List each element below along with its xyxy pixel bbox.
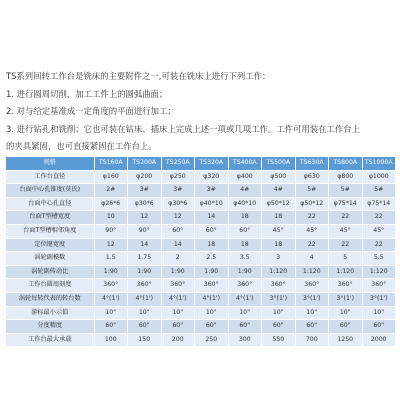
table-cell: 3 [262,252,296,266]
table-cell: 360° [161,279,195,293]
row-label-cell: 涡轮每转代表的转台数 [6,292,94,306]
table-cell: φ400 [228,170,262,184]
table-cell: 1.5 [94,252,128,266]
table-cell: 22 [295,211,329,225]
table-cell: 100 [94,333,128,347]
table-cell: φ1000 [362,170,396,184]
table-cell: 12 [94,238,128,252]
table-cell: 14 [161,238,195,252]
intro-text [6,68,396,156]
table-cell: 200 [161,333,195,347]
table-row [6,333,396,347]
table-cell: 45° [262,224,296,238]
table-cell: φ160 [94,170,128,184]
table-cell: 18 [195,238,229,252]
table-cell: 10" [295,306,329,320]
header-cell: TS320A [195,157,229,170]
header-cell: TS630A [295,157,329,170]
table-cell: φ40*10 [228,197,262,211]
intro-line-2: 1. 进行圆周切削，加工工件上的圆弧曲面； [6,88,168,99]
table-cell: 3# [128,184,162,198]
spec-table-body [6,170,396,347]
intro-line-4: 3. 进行钻孔和铣削；它也可装在钻床、插床上完成上述一项或几项工作。工件可用装在工作台上 [6,123,361,134]
row-label-cell: 分度精度 [6,320,94,334]
header-cell: TS800A [329,157,363,170]
header-cell: TS1000A [362,157,396,170]
table-cell: 360° [362,279,396,293]
table-cell: 4 [295,252,329,266]
table-row [6,211,396,225]
table-cell: 5.5 [362,252,396,266]
table-cell: 18 [262,238,296,252]
table-cell: 3# [161,184,195,198]
table-cell: 300 [228,333,262,347]
table-cell: 700 [295,333,329,347]
row-label-cell: 工作台直径 [6,170,94,184]
table-cell: φ30*6 [161,197,195,211]
table-row [6,252,396,266]
table-cell: 1:120 [329,265,363,279]
table-cell: 12 [161,211,195,225]
table-row [6,265,396,279]
table-row [6,197,396,211]
table-cell: φ30*6 [128,197,162,211]
table-cell: 5# [362,184,396,198]
table-cell: 4°(1') [228,292,262,306]
row-label-cell: 台面T型槽相邻角度 [6,224,94,238]
table-cell: 2.5 [195,252,229,266]
row-label-cell: 台面中心孔直径 [6,197,94,211]
table-cell: 1:120 [362,265,396,279]
row-label-cell: 定位键宽度 [6,238,94,252]
table-cell: φ40*10 [195,197,229,211]
table-cell: 360° [262,279,296,293]
table-cell: 60" [94,320,128,334]
table-cell: φ250 [161,170,195,184]
table-cell: 60° [195,224,229,238]
intro-line-3: 2. 对与给定基准成一定角度的平面进行加工； [6,106,176,116]
table-cell: 1:90 [195,265,229,279]
table-cell: 22 [362,211,396,225]
table-cell: 10 [94,211,128,225]
table-cell: 3.5 [228,252,262,266]
table-cell: 1250 [329,333,363,347]
table-cell: 22 [362,238,396,252]
row-label-cell: 游标最小示值 [6,306,94,320]
row-label-cell: 台面T型槽宽度 [6,211,94,225]
table-cell: 60" [262,320,296,334]
table-cell: 14 [195,211,229,225]
table-cell: 2 [161,252,195,266]
table-cell: 10" [128,306,162,320]
table-cell: φ50*12 [295,197,329,211]
table-row [6,238,396,252]
table-cell: 45° [295,224,329,238]
table-cell: 10" [262,306,296,320]
table-cell: 4°(1') [128,292,162,306]
table-cell: 360° [128,279,162,293]
table-cell: 4°(1') [195,292,229,306]
table-cell: φ75*14 [362,197,396,211]
table-cell: φ630 [295,170,329,184]
table-row [6,279,396,293]
table-cell: 550 [262,333,296,347]
table-cell: 90° [94,224,128,238]
table-cell: 5# [295,184,329,198]
table-cell: 10" [228,306,262,320]
table-cell: 3°(1') [329,292,363,306]
table-cell: 22 [329,238,363,252]
row-label-cell: 工作台圆周刻度 [6,279,94,293]
table-cell: 1:90 [128,265,162,279]
table-cell: 10" [362,306,396,320]
table-row [6,224,396,238]
table-cell: 3°(1') [295,292,329,306]
table-cell: 60" [195,320,229,334]
header-cell: TS250A [161,157,195,170]
table-cell: 1:90 [94,265,128,279]
table-row [6,170,396,184]
spec-table [6,157,396,347]
table-cell: 360° [195,279,229,293]
table-cell: 22 [329,211,363,225]
table-cell: 14 [128,238,162,252]
table-cell: 3# [195,184,229,198]
table-cell: φ50*12 [262,197,296,211]
table-cell: φ26*6 [94,197,128,211]
table-cell: 18 [262,211,296,225]
table-row [6,320,396,334]
row-label-cell: 涡轮副模数 [6,252,94,266]
table-cell: 4# [262,184,296,198]
table-cell: 90° [128,224,162,238]
table-cell: 60" [161,320,195,334]
table-cell: 60" [329,320,363,334]
table-cell: 4°(1') [161,292,195,306]
table-cell: 3°(1') [262,292,296,306]
row-label-cell: 台面中心孔锥度(莫氏) [6,184,94,198]
table-row [6,306,396,320]
table-cell: 2# [94,184,128,198]
table-cell: 18 [228,238,262,252]
table-row [6,292,396,306]
table-cell: 360° [295,279,329,293]
table-cell: 150 [128,333,162,347]
table-cell: 1:90 [161,265,195,279]
table-cell: 10" [94,306,128,320]
header-cell: TS500A [262,157,296,170]
spec-table-header-row [6,157,396,170]
table-cell: 360° [228,279,262,293]
table-cell: 10" [195,306,229,320]
table-cell: 60" [362,320,396,334]
table-cell: 360° [94,279,128,293]
table-cell: 45° [362,224,396,238]
intro-line-5: 的夹具紧固，也可直接紧固在工作台上。 [6,141,157,151]
table-cell: 22 [295,238,329,252]
table-cell: 4# [228,184,262,198]
table-cell: 1:90 [228,265,262,279]
table-cell: 360° [329,279,363,293]
table-cell: 1:120 [295,265,329,279]
table-cell: φ500 [262,170,296,184]
table-cell: φ200 [128,170,162,184]
table-cell: 3°(1') [362,292,396,306]
table-cell: 5# [329,184,363,198]
table-row [6,184,396,198]
intro-line-1: TS系列回转工作台是铣床的主要附件之一,可装在铣床上进行下列工作： [6,71,271,81]
table-cell: 10" [161,306,195,320]
table-cell: 5 [329,252,363,266]
table-cell: φ75*14 [329,197,363,211]
table-cell: 4°(1') [94,292,128,306]
table-cell: 250 [195,333,229,347]
table-cell: 60" [228,320,262,334]
table-cell: 1:120 [262,265,296,279]
table-cell: 10" [329,306,363,320]
table-cell: 2000 [362,333,396,347]
table-cell: φ320 [195,170,229,184]
header-cell: TS400A [228,157,262,170]
header-cell: TS160A [94,157,128,170]
table-cell: 45° [329,224,363,238]
header-cell: TS200A [128,157,162,170]
table-cell: φ800 [329,170,363,184]
table-cell: 18 [228,211,262,225]
header-cell: 规格 [6,157,94,170]
table-cell: 12 [128,211,162,225]
table-cell: 60" [128,320,162,334]
table-cell: 1.75 [128,252,162,266]
table-cell: 60° [228,224,262,238]
table-cell: 60" [295,320,329,334]
row-label-cell: 涡轮副传动比 [6,265,94,279]
table-cell: 60° [161,224,195,238]
row-label-cell: 工作台最大承载 [6,333,94,347]
